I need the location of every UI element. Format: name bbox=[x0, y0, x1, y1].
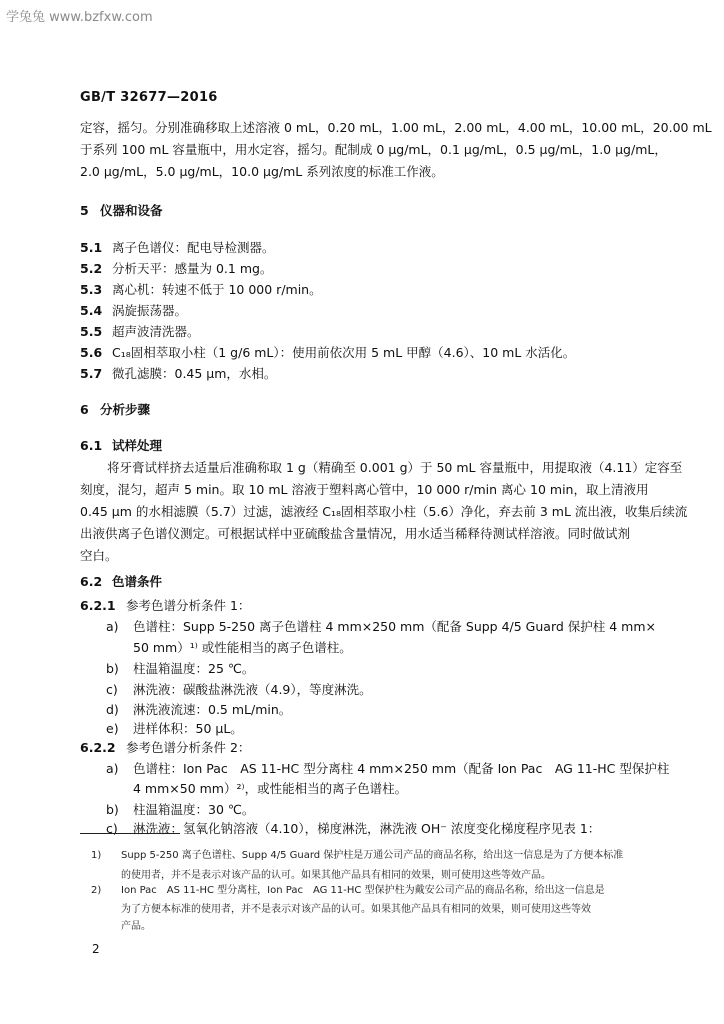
item-number: 5.7 bbox=[80, 366, 103, 381]
condition-2-heading bbox=[80, 738, 250, 756]
item-text: 离子色谱仪：配电导检测器。 bbox=[112, 240, 275, 255]
item-text: 柱温箱温度：25 ℃。 bbox=[133, 661, 255, 676]
subsection-title: 试样处理 bbox=[112, 438, 163, 453]
clause-title: 参考色谱分析条件 1： bbox=[126, 598, 251, 613]
section-title: 仪器和设备 bbox=[100, 203, 163, 218]
item-text: 淋洗液：氢氧化钠溶液（4.10），梯度淋洗，淋洗液 OH⁻ 浓度变化梯度程序见表 1： bbox=[133, 821, 601, 836]
clause-title: 参考色谱分析条件 2： bbox=[126, 740, 251, 755]
list-item bbox=[106, 759, 669, 777]
subsection-title: 色谱条件 bbox=[112, 574, 163, 589]
item-text: C₁₈固相萃取小柱（1 g/6 mL）：使用前依次用 5 mL 甲醇（4.6）、10 mL 水活化。 bbox=[112, 345, 576, 360]
subsection-6-1-heading bbox=[80, 436, 162, 454]
footnote-1 bbox=[91, 848, 623, 864]
list-item bbox=[80, 343, 575, 361]
footnote-continuation: 为了方便本标准的使用者，并不是表示对该产品的认可。如果其他产品具有相同的效果，则可使用这些等效 bbox=[121, 904, 591, 915]
item-marker: c) bbox=[106, 682, 118, 697]
item-marker: e) bbox=[106, 721, 119, 736]
standard-number: GB/T 32677—2016 bbox=[80, 90, 218, 105]
footnote-marker: 1) bbox=[91, 850, 102, 861]
paragraph-line: 刻度，混匀，超声 5 min。取 10 mL 溶液于塑料离心管中，10 000 r/min 离心 10 min，取上清液用 bbox=[80, 482, 649, 497]
item-marker: c) bbox=[106, 821, 118, 836]
list-item bbox=[106, 800, 254, 818]
item-marker: b) bbox=[106, 802, 119, 817]
item-number: 5.4 bbox=[80, 303, 103, 318]
subsection-number: 6.2 bbox=[80, 574, 103, 589]
item-text: 色谱柱：Ion Pac AS 11-HC 型分离柱 4 mm×250 mm（配备 Ion Pac AG 11-HC 型保护柱 bbox=[133, 761, 670, 776]
section-number: 6 bbox=[80, 402, 89, 417]
subsection-number: 6.1 bbox=[80, 438, 103, 453]
subsection-6-2-heading bbox=[80, 572, 162, 590]
site-watermark: 学兔兔 www.bzfxw.com bbox=[6, 10, 153, 25]
footnote-continuation: 产品。 bbox=[121, 921, 151, 932]
list-item bbox=[106, 719, 243, 737]
list-item bbox=[106, 680, 372, 698]
paragraph-line: 出液供离子色谱仪测定。可根据试样中亚硫酸盐含量情况，用水适当稀释待测试样溶液。同时做试剂 bbox=[80, 526, 631, 541]
clause-number: 6.2.1 bbox=[80, 598, 116, 613]
footnote-separator bbox=[80, 833, 180, 834]
item-text: 色谱柱：Supp 5-250 离子色谱柱 4 mm×250 mm（配备 Supp 4/5 Guard 保护柱 4 mm× bbox=[133, 619, 656, 634]
clause-number: 6.2.2 bbox=[80, 740, 116, 755]
item-text: 微孔滤膜：0.45 μm，水相。 bbox=[112, 366, 277, 381]
item-marker: d) bbox=[106, 702, 119, 717]
item-text: 涡旋振荡器。 bbox=[112, 303, 188, 318]
item-number: 5.5 bbox=[80, 324, 103, 339]
paragraph-line: 0.45 μm 的水相滤膜（5.7）过滤，滤液经 C₁₈固相萃取小柱（5.6）净化，弃去前 3 mL 流出液，收集后续流 bbox=[80, 504, 688, 519]
footnote-2 bbox=[91, 883, 605, 899]
list-item bbox=[80, 364, 276, 382]
section-number: 5 bbox=[80, 203, 89, 218]
section-6-heading bbox=[80, 400, 150, 418]
section-title: 分析步骤 bbox=[100, 402, 151, 417]
item-text: 进样体积：50 μL。 bbox=[133, 721, 243, 736]
list-item bbox=[106, 659, 254, 677]
item-marker: a) bbox=[106, 761, 119, 776]
item-number: 5.1 bbox=[80, 240, 103, 255]
list-item bbox=[80, 301, 187, 319]
footnote-marker: 2) bbox=[91, 885, 102, 896]
list-item bbox=[80, 259, 272, 277]
list-item bbox=[80, 322, 200, 340]
item-text: 超声波清洗器。 bbox=[112, 324, 200, 339]
item-marker: a) bbox=[106, 619, 119, 634]
list-item bbox=[106, 819, 600, 837]
footnote-text: Ion Pac AS 11-HC 型分离柱，Ion Pac AG 11-HC 型保护柱为戴安公司产品的商品名称，给出这一信息是 bbox=[121, 885, 605, 896]
item-continuation: 4 mm×50 mm）²⁾，或性能相当的离子色谱柱。 bbox=[133, 781, 408, 796]
footnote-continuation: 的使用者，并不是表示对该产品的认可。如果其他产品具有相同的效果，则可使用这些等效产品。 bbox=[121, 870, 551, 881]
intro-line: 于系列 100 mL 容量瓶中，用水定容，摇匀。配制成 0 μg/mL，0.1 μg/mL，0.5 μg/mL，1.0 μg/mL， bbox=[80, 142, 667, 157]
footnote-text: Supp 5-250 离子色谱柱、Supp 4/5 Guard 保护柱是万通公司产品的商品名称，给出这一信息是为了方便本标准 bbox=[121, 850, 624, 861]
intro-line: 2.0 μg/mL，5.0 μg/mL，10.0 μg/mL 系列浓度的标准工作液。 bbox=[80, 164, 444, 179]
page-number: 2 bbox=[92, 942, 100, 956]
paragraph-line: 将牙膏试样挤去适量后准确称取 1 g（精确至 0.001 g）于 50 mL 容量瓶中，用提取液（4.11）定容至 bbox=[107, 460, 683, 475]
intro-line: 定容，摇匀。分别准确移取上述溶液 0 mL，0.20 mL，1.00 mL，2.00 mL，4.00 mL，10.00 mL，20.00 mL bbox=[80, 120, 712, 135]
item-text: 分析天平：感量为 0.1 mg。 bbox=[112, 261, 273, 276]
item-number: 5.6 bbox=[80, 345, 103, 360]
item-text: 离心机：转速不低于 10 000 r/min。 bbox=[112, 282, 322, 297]
item-number: 5.3 bbox=[80, 282, 103, 297]
condition-1-heading bbox=[80, 596, 250, 614]
list-item bbox=[80, 238, 275, 256]
list-item bbox=[106, 617, 656, 635]
item-continuation: 50 mm）¹⁾ 或性能相当的离子色谱柱。 bbox=[133, 640, 352, 655]
item-number: 5.2 bbox=[80, 261, 103, 276]
section-5-heading bbox=[80, 201, 163, 219]
item-text: 柱温箱温度：30 ℃。 bbox=[133, 802, 255, 817]
item-text: 淋洗液流速：0.5 mL/min。 bbox=[133, 702, 292, 717]
item-marker: b) bbox=[106, 661, 119, 676]
list-item bbox=[106, 700, 291, 718]
paragraph-line: 空白。 bbox=[80, 548, 118, 563]
list-item bbox=[80, 280, 322, 298]
item-text: 淋洗液：碳酸盐淋洗液（4.9），等度淋洗。 bbox=[133, 682, 372, 697]
